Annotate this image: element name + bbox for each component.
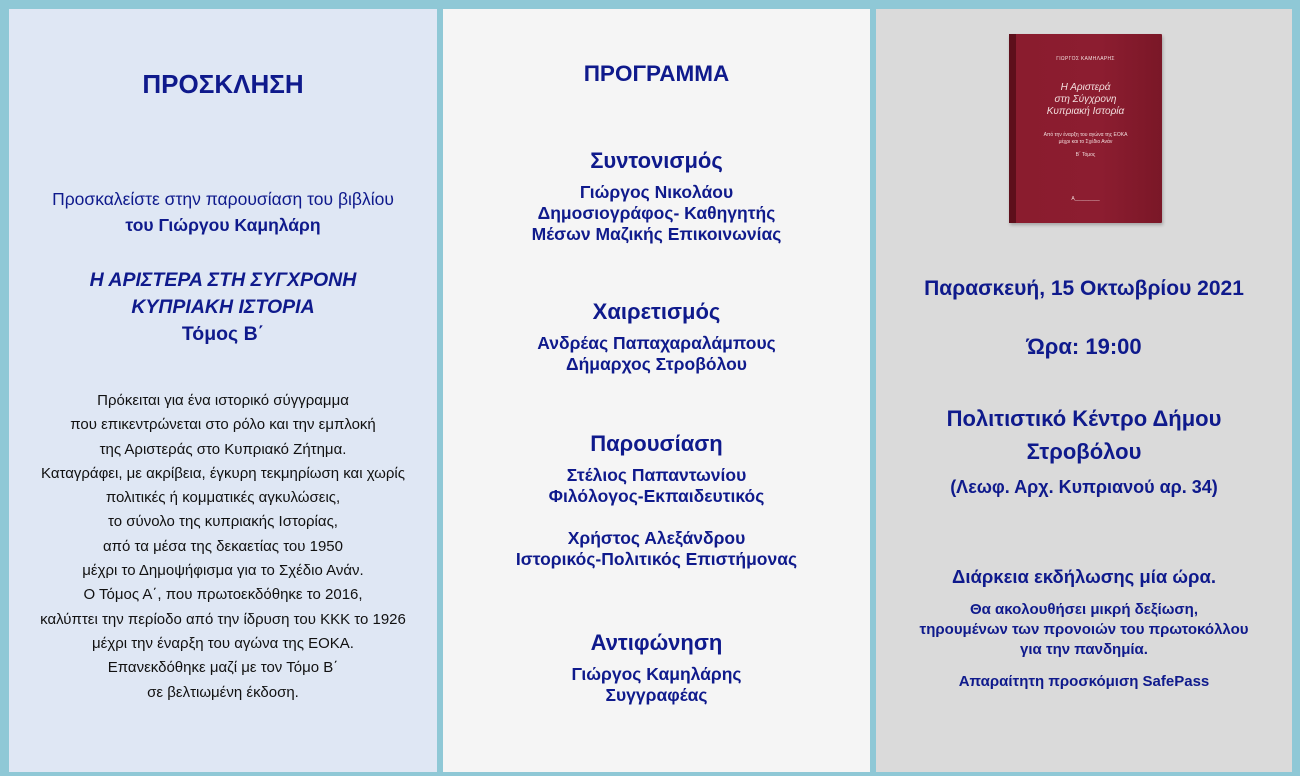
section-body (443, 333, 870, 375)
event-address: (Λεωφ. Αρχ. Κυπριανού αρ. 34) (950, 477, 1218, 497)
description-line: σε βελτιωμένη έκδοση. (147, 683, 299, 701)
invitation-title: ΠΡΟΣΚΛΗΣΗ (142, 69, 304, 99)
speaker-role: Δήμαρχος Στροβόλου (566, 354, 747, 374)
reception-line: Θα ακολουθήσει μικρή δεξίωση, (970, 601, 1198, 618)
reception-line: για την πανδημία. (1020, 641, 1148, 658)
section-heading: Παρουσίαση (590, 431, 723, 456)
event-time: Ώρα: 19:00 (1026, 334, 1142, 359)
event-venue (876, 402, 1292, 468)
book-title-line-1: Η ΑΡΙΣΤΕΡΑ ΣΤΗ ΣΥΓΧΡΟΝΗ (89, 269, 357, 291)
program-title: ΠΡΟΓΡΑΜΜΑ (583, 61, 730, 86)
description-line: πολιτικές ή κομματικές αγκυλώσεις, (105, 489, 341, 507)
book-cover-volume: Β΄ Τόμος (1075, 152, 1096, 158)
speaker-name: Γιώργος Καμηλάρης (571, 664, 742, 684)
speaker-role: Δημοσιογράφος- Καθηγητής (537, 203, 776, 223)
speaker-role: Φιλόλογος-Εκπαιδευτικός (548, 486, 765, 506)
book-spine (1009, 34, 1016, 223)
reception-line: τηρουμένων των προνοιών του πρωτοκόλλου (919, 621, 1249, 638)
invite-line-1: Προσκαλείστε στην παρουσίαση του βιβλίου (52, 189, 394, 209)
program-section-response (443, 630, 870, 706)
speaker-name: Στέλιος Παπαντωνίου (566, 465, 747, 485)
speaker-role: Συγγραφέας (605, 685, 708, 705)
description-line: που επικεντρώνεται στο ρόλο και την εμπλοκή (70, 416, 376, 434)
event-duration: Διάρκεια εκδήλωσης μία ώρα. (952, 566, 1216, 587)
book-description (9, 389, 437, 705)
book-title-line-2: ΚΥΠΡΙΑΚΗ ΙΣΤΟΡΙΑ (131, 296, 315, 318)
event-date: Παρασκευή, 15 Οκτωβρίου 2021 (924, 277, 1244, 300)
description-line: καλύπτει την περίοδο από την ίδρυση του ΚΚΚ το 1926 (40, 610, 406, 628)
book-cover-publisher: Α_________ (1071, 196, 1100, 202)
section-body (443, 528, 870, 570)
speaker-role: Ιστορικός-Πολιτικός Επιστήμονας (515, 549, 798, 569)
venue-line-2: Στροβόλου (1026, 439, 1142, 464)
speaker-role: Μέσων Μαζικής Επικοινωνίας (531, 224, 782, 244)
description-line: μέχρι την έναρξη του αγώνα της ΕΟΚΑ. (92, 634, 354, 652)
book-title (9, 267, 437, 321)
details-panel (876, 9, 1292, 772)
book-cover-author: ΓΙΩΡΓΟΣ ΚΑΜΗΛΑΡΗΣ (1056, 56, 1115, 62)
book-cover-title-line: Η Αριστερά (1060, 82, 1111, 93)
section-body (443, 465, 870, 507)
section-heading: Συντονισμός (590, 148, 723, 173)
section-heading: Αντιφώνηση (590, 630, 723, 655)
description-line: Πρόκειται για ένα ιστορικό σύγγραμμα (97, 392, 349, 409)
speaker-name: Ανδρέας Παπαχαραλάμπους (537, 333, 776, 353)
program-section-coordination (443, 148, 870, 245)
program-section-presentation (443, 431, 870, 570)
invitation-panel (9, 9, 437, 772)
description-line: Καταγράφει, με ακρίβεια, έγκυρη τεκμηρίωση και χωρίς (41, 464, 405, 482)
section-heading: Χαιρετισμός (592, 299, 721, 324)
book-cover-subtitle-line: Από την έναρξη του αγώνα της ΕΟΚΑ (1043, 132, 1128, 138)
speaker-name: Χρήστος Αλεξάνδρου (567, 528, 746, 548)
book-volume: Τόμος Β΄ (181, 323, 265, 345)
program-panel (443, 9, 870, 772)
description-line: από τα μέσα της δεκαετίας του 1950 (102, 537, 343, 555)
description-line: μέχρι το Δημοψήφισμα για το Σχέδιο Ανάν. (82, 562, 364, 580)
book-cover-title-line: στη Σύγχρονη (1054, 94, 1117, 105)
venue-line-1: Πολιτιστικό Κέντρο Δήμου (946, 406, 1222, 431)
reception-note (876, 600, 1292, 660)
section-body (443, 664, 870, 706)
book-cover-image (1009, 34, 1162, 223)
book-cover-subtitle-line: μέχρι και το Σχέδιο Ανάν (1058, 139, 1113, 145)
book-cover-title-line: Κυπριακή Ιστορία (1046, 106, 1125, 117)
description-line: το σύνολο της κυπριακής Ιστορίας, (108, 513, 338, 531)
description-line: της Αριστεράς στο Κυπριακό Ζήτημα. (99, 440, 347, 458)
program-section-greeting (443, 299, 870, 375)
description-line: Επανεκδόθηκε μαζί με τον Τόμο Β΄ (107, 659, 339, 677)
book-cover-subtitle (1009, 132, 1162, 146)
description-line: Ο Τόμος Α΄, που πρωτοεκδόθηκε το 2016, (83, 586, 363, 604)
speaker-name: Γιώργος Νικολάου (579, 182, 734, 202)
invite-line-2: του Γιώργου Καμηλάρη (125, 215, 321, 235)
section-body (443, 182, 870, 245)
book-cover-title (1009, 82, 1162, 118)
invite-text (9, 186, 437, 238)
safepass-note: Απαραίτητη προσκόμιση SafePass (958, 673, 1210, 690)
